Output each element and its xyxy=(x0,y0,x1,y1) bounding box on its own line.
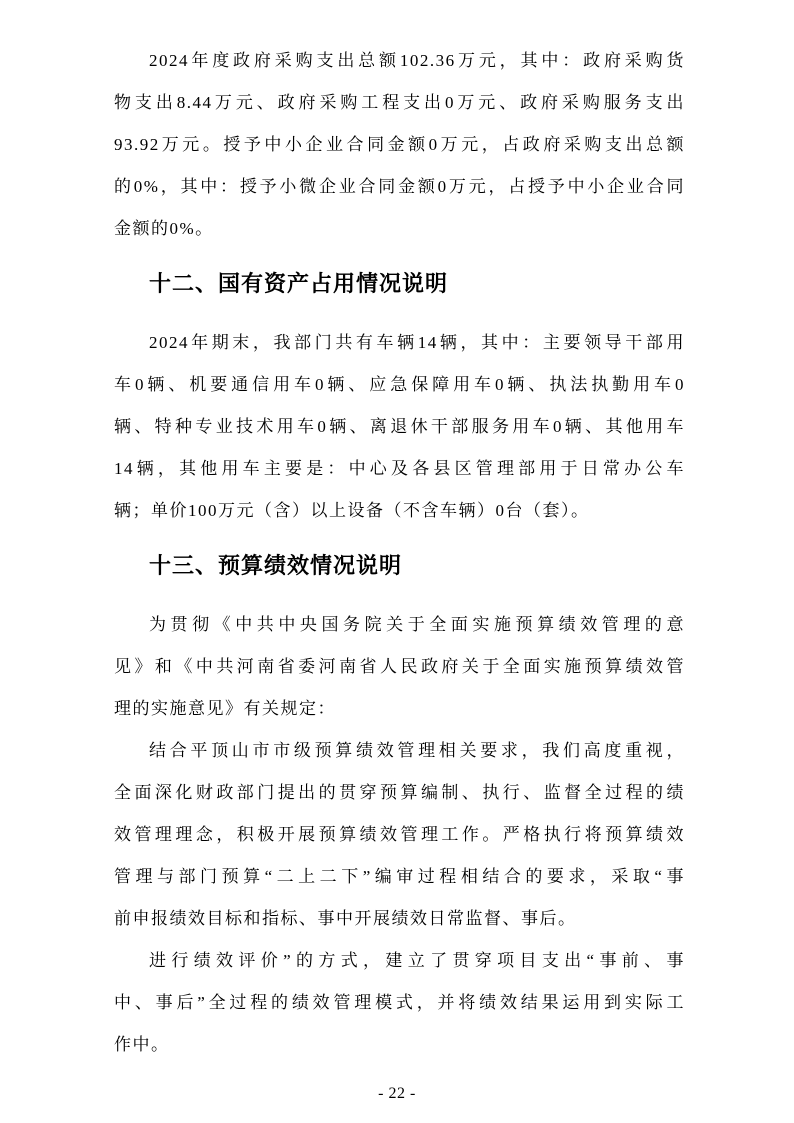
heading-budget-performance: 十三、预算绩效情况说明 xyxy=(149,553,403,578)
text-line: 理的实施意见》有关规定： xyxy=(114,699,336,718)
heading-state-owned-assets: 十二、国有资产占用情况说明 xyxy=(149,271,449,296)
text-line: 效管理理念，积极开展预算绩效管理工作。严格执行将预算绩效 xyxy=(114,825,685,844)
text-line: 中、事后”全过程的绩效管理模式，并将绩效结果运用到实际工 xyxy=(114,993,685,1012)
page-number: - 22 - xyxy=(378,1085,416,1102)
text-line: 的0%，其中：授予小微企业合同金额0万元，占授予中小企业合同 xyxy=(114,177,685,196)
text-line: 前申报绩效目标和指标、事中开展绩效日常监督、事后。 xyxy=(114,909,577,928)
text-line: 14辆，其他用车主要是：中心及各县区管理部用于日常办公车 xyxy=(114,459,685,478)
government-procurement-paragraph xyxy=(114,40,685,250)
budget-performance-policy-paragraph xyxy=(114,604,685,730)
text-line: 93.92万元。授予中小企业合同金额0万元，占政府采购支出总额 xyxy=(114,135,685,154)
text-line: 进行绩效评价”的方式，建立了贯穿项目支出“事前、事 xyxy=(149,951,685,970)
text-line: 全面深化财政部门提出的贯穿预算编制、执行、监督全过程的绩 xyxy=(114,783,685,802)
text-line: 金额的0%。 xyxy=(114,219,214,238)
text-line: 为贯彻《中共中央国务院关于全面实施预算绩效管理的意 xyxy=(149,615,685,634)
text-line: 车0辆、机要通信用车0辆、应急保障用车0辆、执法执勤用车0 xyxy=(114,375,685,394)
text-line: 结合平顶山市市级预算绩效管理相关要求，我们高度重视， xyxy=(149,741,685,760)
text-line: 见》和《中共河南省委河南省人民政府关于全面实施预算绩效管 xyxy=(114,657,685,676)
budget-performance-practice-paragraph xyxy=(114,730,685,940)
text-line: 辆；单价100万元（含）以上设备（不含车辆）0台（套）。 xyxy=(114,501,590,520)
text-line: 管理与部门预算“二上二下”编审过程相结合的要求，采取“事 xyxy=(114,867,685,886)
text-line: 物支出8.44万元、政府采购工程支出0万元、政府采购服务支出 xyxy=(114,93,685,112)
performance-evaluation-paragraph xyxy=(114,940,685,1066)
text-line: 2024年期末，我部门共有车辆14辆，其中：主要领导干部用 xyxy=(149,333,685,352)
text-line: 作中。 xyxy=(114,1035,170,1054)
text-line: 辆、特种专业技术用车0辆、离退休干部服务用车0辆、其他用车 xyxy=(114,417,685,436)
text-line: 2024年度政府采购支出总额102.36万元，其中：政府采购货 xyxy=(149,51,685,70)
state-owned-assets-paragraph xyxy=(114,322,685,532)
